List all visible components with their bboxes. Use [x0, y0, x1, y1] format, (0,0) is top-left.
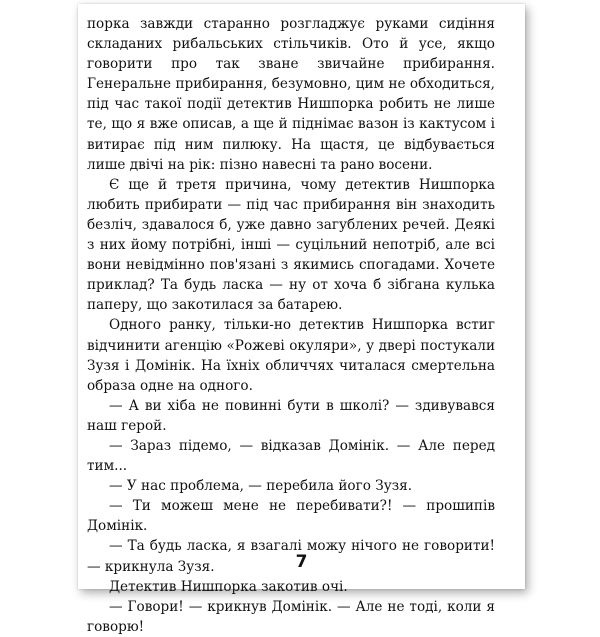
body-text	[87, 14, 495, 637]
paragraph-9: Детектив Нишпорка закотив очі.	[109, 578, 348, 595]
page-number: 7	[295, 552, 308, 572]
paragraph-10: — Говори! — крикнув Домінік. — Але не тоді, коли я говорю!	[87, 598, 495, 635]
paragraph-7: — Ти можеш мене не перебивати?! — прошипів Домінік.	[87, 498, 495, 535]
paragraph-5: — Зараз підемо, — відказав Домінік. — Але перед тим...	[87, 437, 495, 475]
paragraph-8: — Та будь ласка, я взагалі можу нічого не говорити! — крикнула Зузя.	[87, 538, 495, 575]
paragraph-3: Одного ранку, тільки-но детектив Нишпорка встиг відчинити агенцію «Рожеві окуляри», у двері постукали Зузя і Домінік. На їхніх обличчях читалася смертельна образа одне на одного.	[87, 317, 495, 394]
book-page	[78, 4, 525, 635]
paragraph-2: Є ще й третя причина, чому детектив Нишпорка любить прибирати — під час прибирання він знаходить безліч, здавалося б, уже давно загублених речей. Деякі з них йому потрібні, інші — суцільний непотріб, але всі вони невідмінно пов'язані з якимись спогадами. Хочете приклад? Та будь ласка — ну от хоча б зібгана кулька паперу, що закотилася за батарею.	[87, 176, 495, 314]
paragraph-4: — А ви хіба не повинні бути в школі? — здивувався наш герой.	[87, 397, 495, 434]
paragraph-1: порка завжди старанно розгладжує руками сидіння складаних рибальських стільчиків. Ото й усе, якщо говорити про так зване звичайне прибирання. Генеральне прибирання, безумовно, цим не обходиться, під час такої події детектив Нишпорка робить не лише те, що я вже описав, а ще й піднімає вазон із кактусом і витирає під ним пилюку. На щастя, це відбувається лише двічі на рік: пізно навесні та рано восени.	[87, 16, 495, 173]
paragraph-6: — У нас проблема, — перебила його Зузя.	[109, 478, 413, 495]
